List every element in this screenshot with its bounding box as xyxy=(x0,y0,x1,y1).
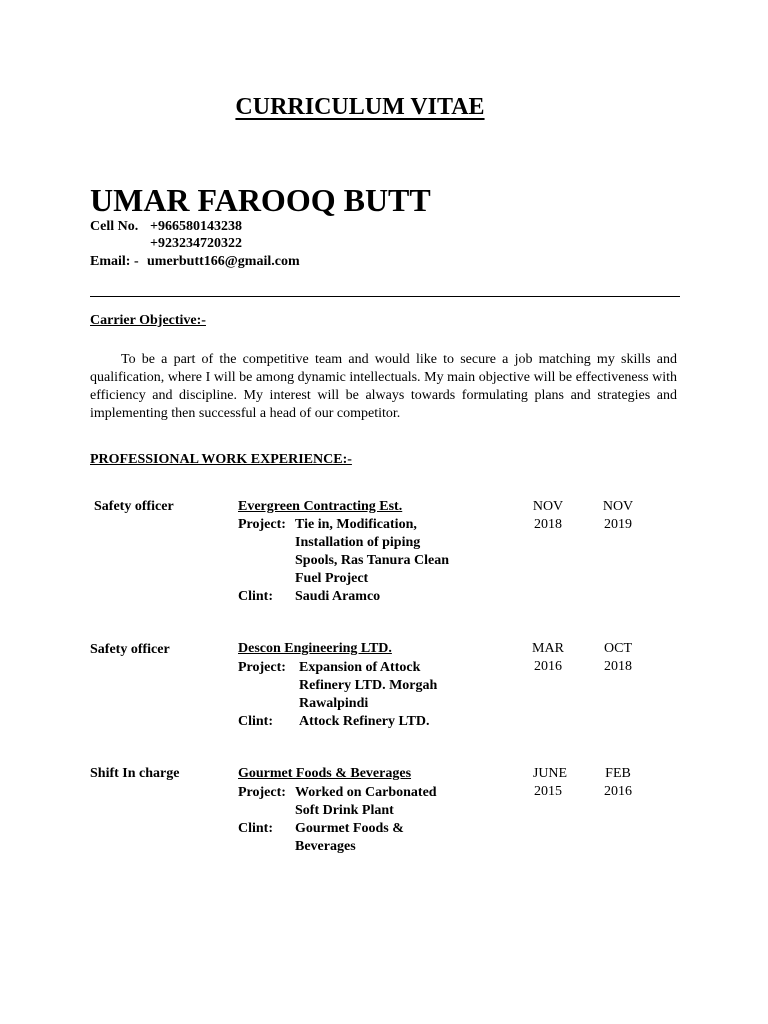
start-year: 2016 xyxy=(534,659,562,674)
phone-secondary: +923234720322 xyxy=(150,236,242,251)
start-month: JUNE xyxy=(532,766,568,781)
project-line: Installation of piping xyxy=(295,535,421,550)
end-month: OCT xyxy=(604,641,632,656)
project-line: Tie in, Modification, xyxy=(295,517,417,532)
end-year: 2019 xyxy=(604,517,632,532)
project-line: Spools, Ras Tanura Clean xyxy=(295,553,450,568)
end-year: 2018 xyxy=(604,659,632,674)
job-position: Safety officer xyxy=(94,499,174,514)
project-line: Worked on Carbonated xyxy=(295,785,437,800)
client-name: Attock Refinery LTD. xyxy=(299,714,430,729)
job-company: Evergreen Contracting Est. xyxy=(238,499,403,514)
header-divider xyxy=(90,296,680,297)
job-company: Descon Engineering LTD. xyxy=(238,641,392,656)
project-line: Expansion of Attock xyxy=(299,660,421,675)
client-name: Beverages xyxy=(295,839,356,854)
start-year: 2015 xyxy=(534,784,562,799)
start-year: 2018 xyxy=(534,517,562,532)
document-title: CURRICULUM VITAE xyxy=(235,94,485,120)
end-year: 2016 xyxy=(604,784,632,799)
job-company: Gourmet Foods & Beverages xyxy=(238,766,412,781)
project-label: Project: xyxy=(238,517,286,532)
email-address: umerbutt166@gmail.com xyxy=(147,254,300,269)
end-month: NOV xyxy=(602,499,634,514)
project-label: Project: xyxy=(238,660,286,675)
client-name: Gourmet Foods & xyxy=(295,821,404,836)
cell-label: Cell No. xyxy=(90,219,139,234)
experience-heading: PROFESSIONAL WORK EXPERIENCE:- xyxy=(90,452,352,467)
candidate-name: UMAR FAROOQ BUTT xyxy=(90,182,431,218)
job-position: Safety officer xyxy=(90,642,170,657)
start-month: NOV xyxy=(532,499,564,514)
project-line: Rawalpindi xyxy=(299,696,369,711)
project-line: Refinery LTD. Morgah xyxy=(299,678,438,693)
objective-heading: Carrier Objective:- xyxy=(90,313,206,328)
email-label: Email: - xyxy=(90,254,139,269)
project-line: Fuel Project xyxy=(295,571,369,586)
project-label: Project: xyxy=(238,785,286,800)
client-label: Clint: xyxy=(238,714,273,729)
client-name: Saudi Aramco xyxy=(295,589,381,604)
client-label: Clint: xyxy=(238,821,273,836)
project-line: Soft Drink Plant xyxy=(295,803,394,818)
job-position: Shift In charge xyxy=(90,766,180,781)
objective-text: To be a part of the competitive team and would like to secure a job matching my skills and qualification, where I will be among dynamic intellectuals. My main objective will be effectiveness with efficiency and discipline. My interest will be always towards formulating plans and strategies and implementing then successful a head of our competitor. xyxy=(90,352,677,421)
start-month: MAR xyxy=(532,641,564,656)
phone-primary: +966580143238 xyxy=(150,219,242,234)
end-month: FEB xyxy=(605,766,631,781)
client-label: Clint: xyxy=(238,589,273,604)
